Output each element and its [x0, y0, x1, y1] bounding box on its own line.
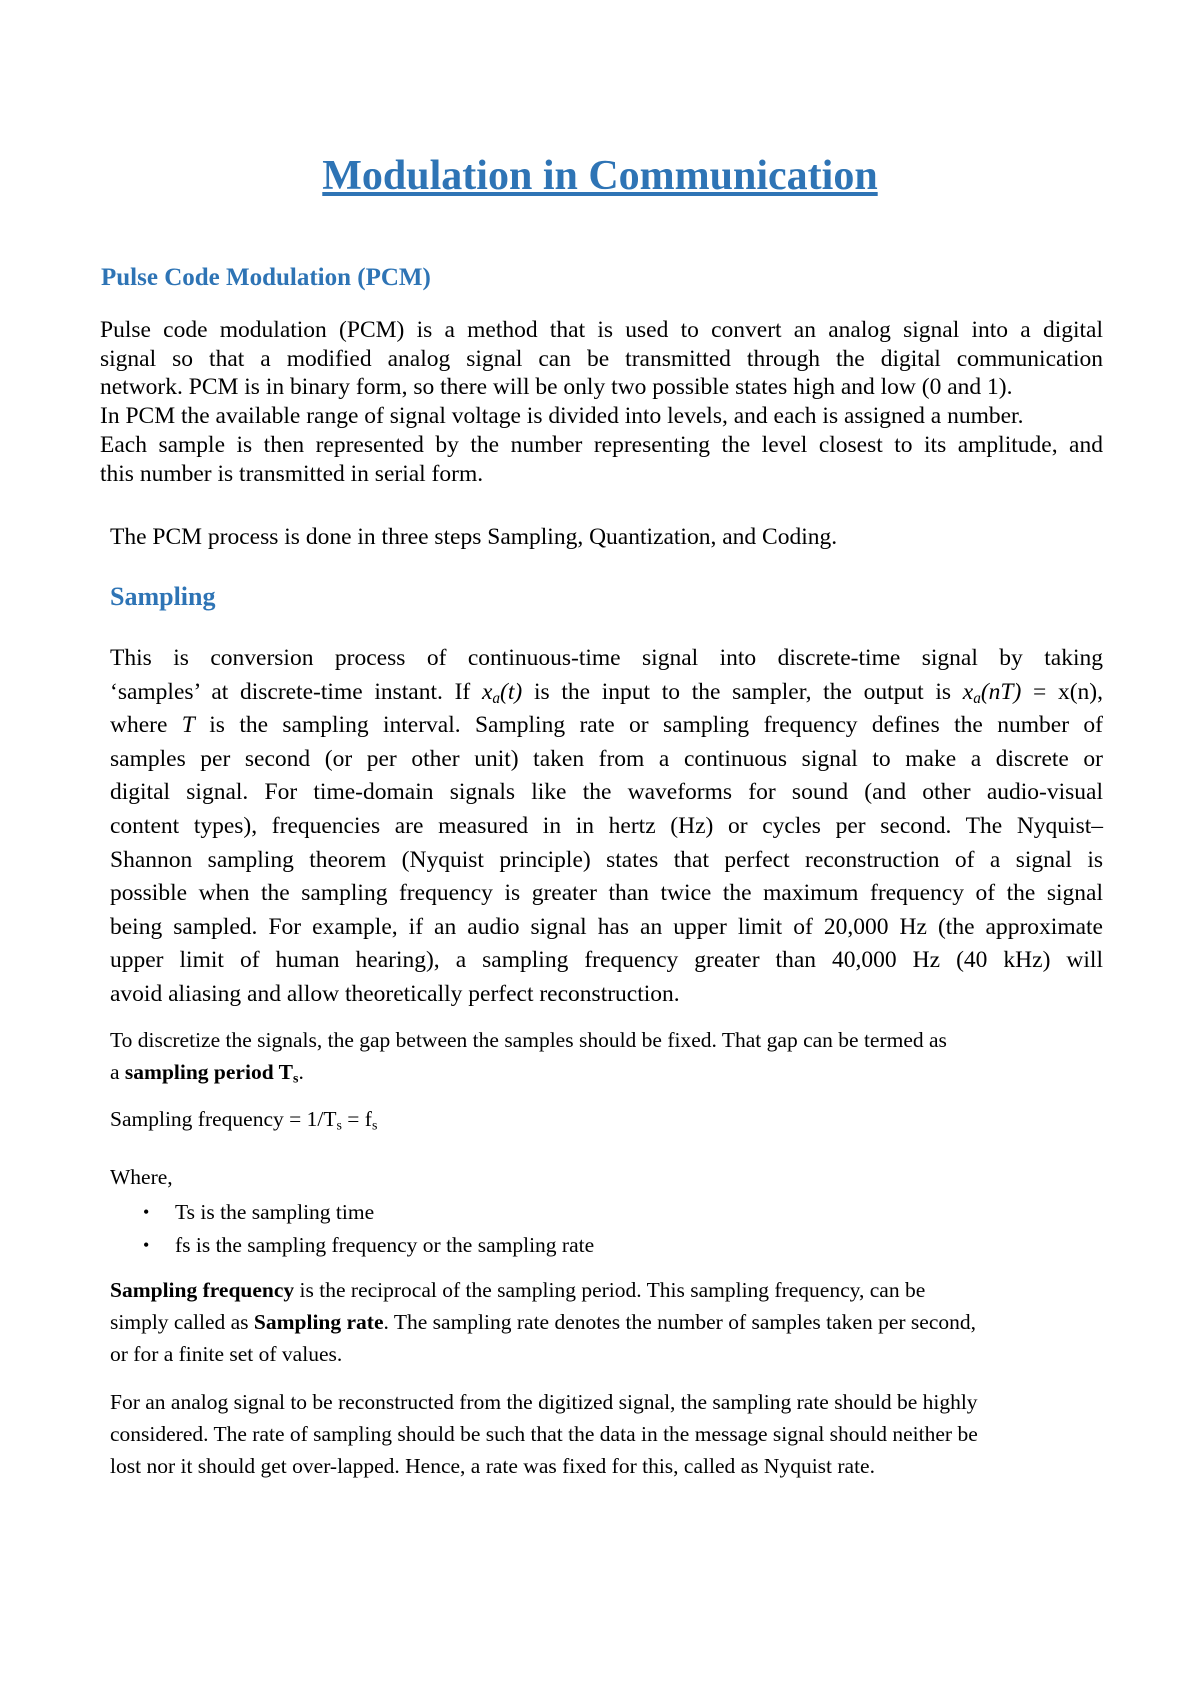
sampling-line: samples per second (or per other unit) taken from a continuous signal to make a discrete or — [110, 745, 1103, 772]
page-title: Modulation in Communication — [322, 153, 878, 199]
sampling-line: possible when the sampling frequency is greater than twice the maximum frequency of the signal — [110, 880, 1103, 907]
xa-nt-symbol: $x_a(nT)$ — [962, 678, 1022, 707]
sampling-paragraph — [110, 642, 1103, 1012]
pcm-line: In PCM the available range of signal voltage is divided into levels, and each is assigned a number. — [100, 403, 1024, 430]
sampling-line: Shannon sampling theorem (Nyquist principle) states that perfect reconstruction of a signal is — [110, 846, 1103, 873]
t-variable: T — [181, 712, 195, 739]
sampling-heading: Sampling — [110, 582, 216, 611]
sampling-line: content types), frequencies are measured in in hertz (Hz) or cycles per second. The Nyquist– — [110, 812, 1103, 839]
xa-symbol: $x_a(t)$ — [481, 678, 523, 707]
sampling-line: where T is the sampling interval. Sampling rate or sampling frequency defines the number of — [110, 712, 1103, 739]
sampling-period-term: sampling period $T_s$ — [124, 1060, 299, 1087]
sampling-line: being sampled. For example, if an audio signal has an upper limit of 20,000 Hz (the approximate — [110, 913, 1103, 940]
sampling-line: This is conversion process of continuous-time signal into discrete-time signal by taking — [110, 645, 1103, 671]
pcm-line: signal so that a modified analog signal can be transmitted through the digital communication — [100, 345, 1103, 372]
sampling-line: avoid aliasing and allow theoretically perfect reconstruction. — [110, 980, 680, 1007]
reciprocal-paragraph: Sampling frequency is the reciprocal of the sampling period. This sampling frequency, can be simply called as Sampling rate. The sampling rate denotes the number of samples taken per second, or for a finite set of values. — [110, 1278, 976, 1366]
pcm-line: Pulse code modulation (PCM) is a method that is used to convert an analog signal into a digital — [100, 317, 1103, 343]
discretize-paragraph: To discretize the signals, the gap between the samples should be fixed. That gap can be termed as a sampling period $T_s$. — [110, 1028, 947, 1087]
list-item: • Ts is the sampling time — [110, 1196, 594, 1229]
pcm-heading: Pulse Code Modulation (PCM) — [101, 264, 431, 291]
pcm-line: this number is transmitted in serial form. — [100, 460, 484, 487]
sampling-line: digital signal. For time-domain signals like the waveforms for sound (and other audio-visual — [110, 779, 1103, 806]
pcm-line: Each sample is then represented by the number representing the level closest to its amplitude, and — [100, 431, 1103, 458]
definition-list — [110, 1196, 594, 1262]
sampling-line: ‘samples’ at discrete-time instant. If $x_a(t)$ is the input to the sampler, the output is $x_a(nT) = x(n)$, — [110, 678, 1104, 707]
sampling-frequency-formula: Sampling frequency = $1/T_s = f_s$ — [110, 1107, 378, 1134]
where-label: Where, — [110, 1165, 173, 1189]
nyquist-paragraph: For an analog signal to be reconstructed from the digitized signal, the sampling rate should be highly considered. The rate of sampling should be such that the data in the message signal should neither be lost nor it should get over-lapped. Hence, a rate was fixed for this, called as Nyquist rate. — [110, 1390, 978, 1478]
sampling-line: upper limit of human hearing), a sampling frequency greater than 40,000 Hz (40 kHz) will — [110, 947, 1103, 974]
pcm-process-line: The PCM process is done in three steps Sampling, Quantization, and Coding. — [110, 524, 838, 550]
pcm-paragraph — [100, 316, 1103, 488]
pcm-line: network. PCM is in binary form, so there will be only two possible states high and low (0 and 1). — [100, 374, 1013, 401]
list-item: • fs is the sampling frequency or the sampling rate — [110, 1229, 594, 1262]
